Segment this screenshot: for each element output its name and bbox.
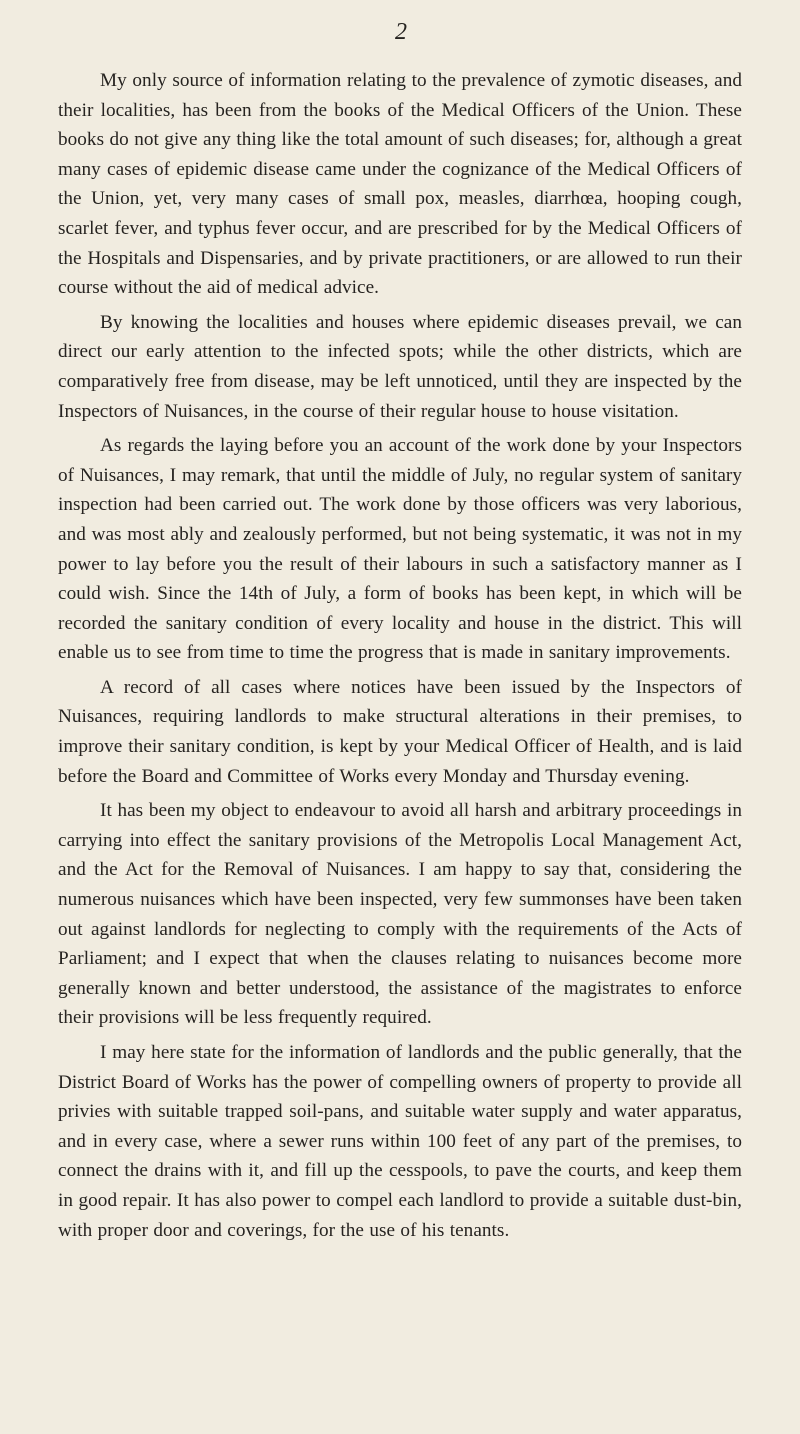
- paragraph-epidemic-localities: By knowing the localities and houses where epidemic diseases prevail, we can direct our early attention to the infected spots; while the other districts, which are comparatively free from disease, may be left unnoticed, until they are inspected by the Inspectors of Nuisances, in the course of their regular house to house visitation.: [58, 311, 742, 422]
- paragraph-inspectors-work: As regards the laying before you an account of the work done by your Inspectors of Nuisances, I may remark, that until the middle of July, no regular system of sanitary inspection had been carried out. The work done by those officers was very laborious, and was most ably and zealously performed, but not being systematic, it was not in my power to lay before you the result of their labours in such a satisfactory manner as I could wish. Since the 14th of July, a form of books has been kept, in which will be recorded the sanitary condition of every locality and house in the district. This will enable us to see from time to time the progress that is made in sanitary improvements.: [58, 435, 742, 664]
- paragraph-avoid-harsh-proceedings: It has been my object to endeavour to avoid all harsh and arbitrary proceedings in carrying into effect the sanitary provisions of the Metropolis Local Management Act, and the Act for the Removal of Nuisances. I am happy to say that, considering the numerous nuisances which have been inspected, very few summonses have been taken out against landlords for neglecting to comply with the requirements of the Acts of Parliament; and I expect that when the clauses relating to nuisances become more generally known and better understood, the assistance of the magistrates to enforce their provisions will be less frequently required.: [58, 800, 742, 1029]
- paragraph-notices-record: A record of all cases where notices have been issued by the Inspectors of Nuisances, requiring landlords to make structural alterations in their premises, to improve their sanitary condition, is kept by your Medical Officer of Health, and is laid before the Board and Committee of Works every Monday and Thursday evening.: [58, 676, 742, 787]
- paragraph-board-powers: I may here state for the information of landlords and the public generally, that the District Board of Works has the power of compelling owners of property to provide all privies with suitable trapped soil-pans, and suitable water supply and water apparatus, and in every case, where a sewer runs within 100 feet of any part of the premises, to connect the drains with it, and fill up the cesspools, to pave the courts, and keep them in good repair. It has also power to compel each landlord to provide a suitable dust-bin, with proper door and coverings, for the use of his tenants.: [58, 1042, 742, 1241]
- page-number: 2: [395, 19, 407, 45]
- body-text: [58, 66, 742, 1245]
- paragraph-zymotic-diseases: My only source of information relating to the prevalence of zymotic diseases, and their localities, has been from the books of the Medical Officers of the Union. These books do not give any thing like the total amount of such diseases; for, although a great many cases of epidemic disease came under the cognizance of the Medical Officers of the Union, yet, very many cases of small pox, measles, diarrhœa, hooping cough, scarlet fever, and typhus fever occur, and are prescribed for by the Medical Officers of the Hospitals and Dispensaries, and by private practitioners, or are allowed to run their course without the aid of medical advice.: [58, 70, 742, 299]
